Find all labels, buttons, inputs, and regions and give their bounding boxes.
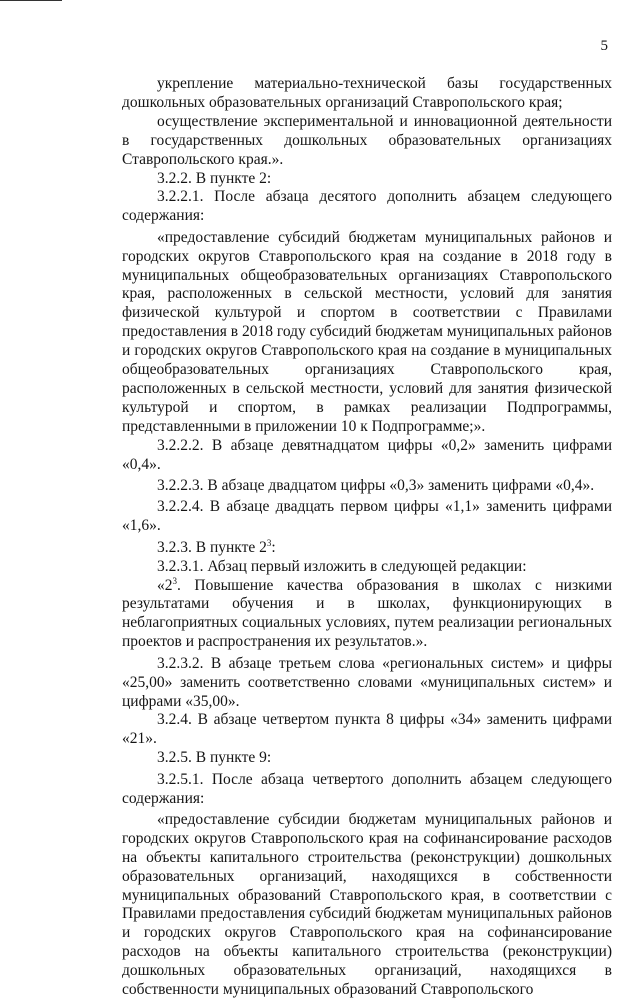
paragraph-4: 3.2.2.1. После абзаца десятого дополнить абзацем следующего содержания: xyxy=(122,188,612,225)
paragraph-12: 3.2.3.2. В абзаце третьем слова «региональных систем» и цифры «25,00» заменить соответственно словами «муниципальных систем» и цифрами «35,00». xyxy=(122,654,612,710)
paragraph-9 xyxy=(122,539,612,558)
paragraph-15: 3.2.5.1. После абзаца четвертого дополнить абзацем следующего содержания: xyxy=(122,770,612,807)
paragraph-11-tail: . Повышение качества образования в школах с низкими результатами обучения и в школах, функционирующих в неблагоприятных социальных условиях, путем реализации региональных проектов и распространения их результатов.». xyxy=(122,576,612,651)
paragraph-9-tail: : xyxy=(271,538,276,556)
paragraph-10: 3.2.3.1. Абзац первый изложить в следующей редакции: xyxy=(157,557,527,575)
paragraph-14: 3.2.5. В пункте 9: xyxy=(157,749,272,767)
paragraph-3: 3.2.2. В пункте 2: xyxy=(157,169,272,187)
superscript: 3 xyxy=(172,575,177,586)
paragraph-11-text: «2 xyxy=(157,576,173,594)
top-rule-line xyxy=(0,0,62,1)
paragraph-6: 3.2.2.2. В абзаце девятнадцатом цифры «0,2» заменить цифрами «0,4». xyxy=(122,436,612,473)
paragraph-9-text: 3.2.3. В пункте 2 xyxy=(157,538,267,556)
paragraph-11 xyxy=(122,577,612,653)
paragraph-5: «предоставление субсидий бюджетам муниципальных районов и городских округов Ставропольского края на создание в 2018 году в муниципальных общеобразовательных организациях Ставропольского края, расположенных в сельской местности, условий для занятия физической культурой и спортом в соответствии с Правилами предоставления в 2018 году субсидий бюджетам муниципальных районов и городских округов Ставропольского края на создание в муниципальных общеобразовательных организациях Ставропольского края, расположенных в сельской местности, условий для занятия физической культурой и спортом, в рамках реализации Подпрограммы, представленными в приложении 10 к Подпрограмме;». xyxy=(122,228,612,435)
page-number: 5 xyxy=(600,38,608,54)
paragraph-7: 3.2.2.3. В абзаце двадцатом цифры «0,3» заменить цифрами «0,4». xyxy=(157,477,595,495)
paragraph-13: 3.2.4. В абзаце четвертом пункта 8 цифры «34» заменить цифрами «21». xyxy=(122,711,612,748)
paragraph-1: укрепление материально-технической базы государственных дошкольных образовательных организаций Ставропольского края; xyxy=(122,75,612,111)
paragraph-2: осуществление экспериментальной и инновационной деятельности в государственных дошкольных образовательных организациях Ставропольского края.». xyxy=(122,112,612,168)
paragraph-8: 3.2.2.4. В абзаце двадцать первом цифры «1,1» заменить цифрами «1,6». xyxy=(122,498,612,535)
document-body xyxy=(122,75,612,1000)
superscript: 3 xyxy=(266,537,272,548)
paragraph-16: «предоставление субсидии бюджетам муниципальных районов и городских округов Ставропольского края на софинансирование расходов на объекты капитального строительства (реконструкции) дошкольных образовательных организаций, находящихся в собственности муниципальных образований Ставропольского края, в соответствии с Правилами предоставления субсидий бюджетам муниципальных районов и городских округов Ставропольского края на софинансирование расходов на объекты капитального строительства (реконструкции) дошкольных образовательных организаций, находящихся в собственности муниципальных образований Ставропольского xyxy=(122,810,612,999)
